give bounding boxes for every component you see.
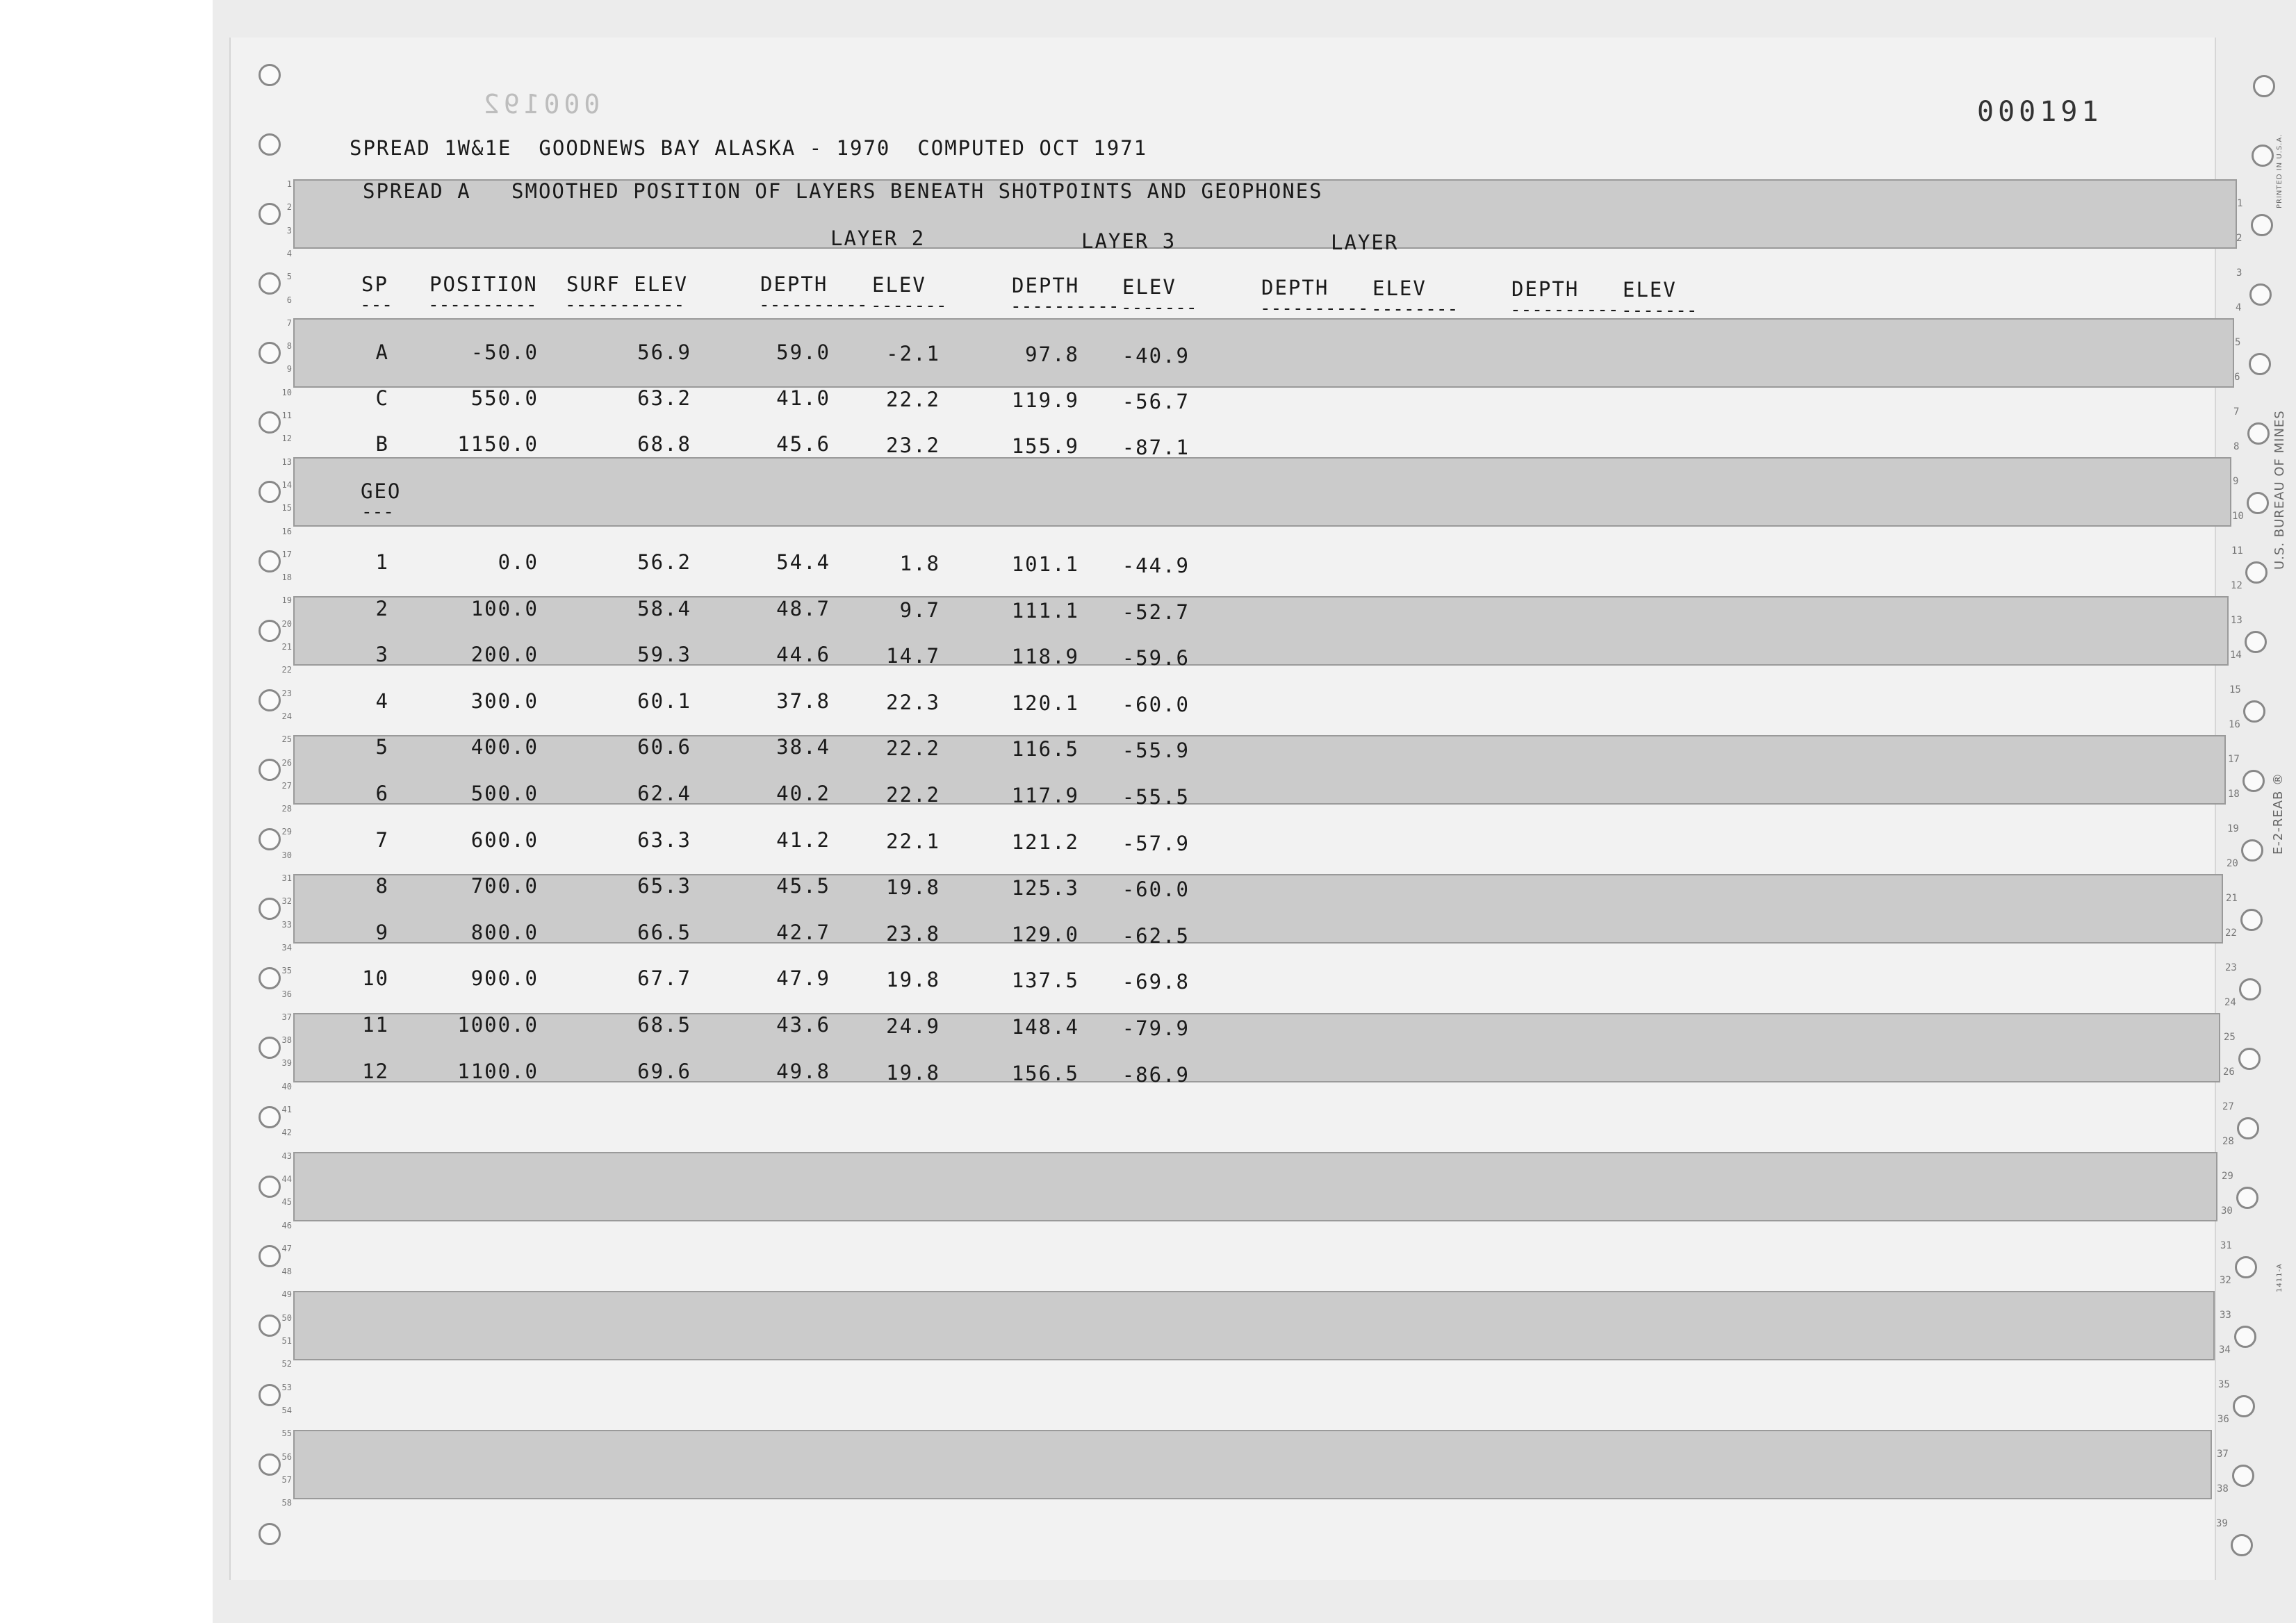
line-number: 53 (281, 1382, 292, 1392)
line-number: 14 (281, 479, 292, 490)
geo-underline: --- (361, 502, 394, 522)
line-number: 29 (2222, 1171, 2233, 1182)
line-number: 5 (286, 272, 292, 282)
line-number: 17 (281, 549, 292, 559)
cell-e2: 9.7 (899, 598, 940, 622)
line-number: 6 (2234, 372, 2240, 383)
cell-e3: -55.9 (1122, 739, 1190, 763)
line-number: 17 (2228, 754, 2240, 765)
line-number: 37 (281, 1012, 292, 1022)
cell-pos: 600.0 (470, 827, 539, 852)
cell-e2: 22.2 (886, 388, 940, 411)
line-number: 28 (281, 804, 292, 814)
cell-sp: 7 (375, 827, 389, 852)
line-number: 1 (286, 179, 292, 189)
cell-e3: -59.6 (1122, 646, 1190, 670)
cell-d3: 120.1 (1011, 691, 1079, 715)
cell-surf: 68.8 (637, 432, 691, 456)
cell-d3: 125.3 (1011, 876, 1079, 900)
line-number: 36 (281, 989, 292, 999)
cell-d2: 37.8 (776, 689, 830, 713)
bureau-of-mines-side-label: U.S. BUREAU OF MINES (2272, 410, 2287, 570)
cell-e2: 22.2 (886, 736, 940, 761)
cell-e2: 22.2 (886, 783, 940, 807)
feed-hole (2247, 492, 2269, 514)
line-number: 32 (2220, 1275, 2231, 1286)
cell-e2: 14.7 (886, 644, 940, 668)
cell-sp: B (375, 432, 389, 456)
line-number: 35 (281, 966, 292, 976)
line-number: 9 (286, 364, 292, 374)
cell-d3: 129.0 (1011, 922, 1079, 946)
cell-e2: 19.8 (886, 875, 940, 900)
form-code-side-label: 1411-A (2276, 1263, 2283, 1292)
line-number: 3 (2236, 267, 2242, 279)
line-number: 21 (281, 642, 292, 652)
line-number: 4 (286, 248, 292, 258)
line-number: 24 (2224, 997, 2236, 1008)
line-number: 6 (286, 295, 292, 305)
col-surf-elev-underline: ----------- (565, 295, 685, 315)
cell-pos: 700.0 (470, 874, 539, 898)
feed-hole (2233, 1395, 2255, 1417)
feed-hole (2249, 283, 2272, 306)
cell-e3: -79.9 (1122, 1016, 1190, 1040)
line-number: 34 (281, 942, 292, 953)
cell-e3: -60.0 (1122, 878, 1190, 902)
cell-surf: 60.6 (637, 735, 691, 759)
bleed-through-number: 000192 (479, 89, 600, 120)
line-number: 38 (281, 1035, 292, 1046)
feed-hole (2241, 839, 2263, 862)
line-number: 11 (281, 411, 292, 420)
geo-section-label: GEO (361, 479, 402, 503)
greenbar-band (293, 1152, 2217, 1221)
line-number: 22 (281, 665, 292, 675)
cell-pos: 1000.0 (457, 1013, 539, 1037)
cell-surf: 63.3 (637, 827, 691, 852)
cell-surf: 67.7 (637, 966, 691, 991)
cell-d2: 54.4 (776, 550, 830, 574)
line-number: 54 (281, 1405, 292, 1415)
cell-surf: 60.1 (637, 689, 691, 713)
cell-sp: 5 (375, 735, 389, 759)
line-number: 43 (281, 1151, 292, 1161)
col-layer2-depth-header: DEPTH (760, 272, 828, 296)
feed-hole (2253, 75, 2275, 97)
line-number: 8 (286, 341, 292, 352)
line-number: 33 (2220, 1310, 2231, 1321)
line-number: 18 (2228, 789, 2240, 800)
printed-in-usa-side-label: PRINTED IN U.S.A. (2276, 133, 2283, 208)
feed-hole (259, 133, 281, 156)
cell-d3: 119.9 (1011, 388, 1079, 412)
cell-surf: 69.6 (637, 1059, 691, 1083)
line-number: 40 (281, 1081, 292, 1091)
col-layer5-depth-underline: ---------- (1510, 299, 1619, 320)
col-layer3-depth-underline: ---------- (1010, 296, 1120, 317)
feed-hole (2245, 561, 2268, 584)
cell-sp: 10 (362, 966, 389, 991)
line-number: 9 (2233, 476, 2239, 487)
line-number: 7 (2233, 406, 2240, 418)
line-number: 15 (2229, 684, 2241, 695)
cell-e3: -86.9 (1122, 1062, 1190, 1087)
line-number: 37 (2217, 1449, 2229, 1460)
cell-sp: 2 (375, 596, 389, 620)
cell-surf: 56.9 (637, 340, 691, 364)
feed-hole (2231, 1534, 2253, 1556)
cell-e3: -62.5 (1122, 923, 1190, 948)
line-number: 31 (281, 873, 292, 883)
line-number: 4 (2236, 302, 2242, 313)
line-number: 20 (2227, 858, 2238, 869)
line-number: 5 (2235, 337, 2241, 348)
cell-e3: -52.7 (1122, 600, 1190, 624)
col-layer4-depth-underline: ---------- (1260, 298, 1369, 319)
line-number: 26 (281, 757, 292, 768)
feed-hole (259, 64, 281, 86)
cell-sp: 8 (375, 874, 389, 898)
line-number: 25 (2224, 1032, 2236, 1043)
line-number: 36 (2217, 1414, 2229, 1425)
cell-pos: 300.0 (470, 689, 539, 713)
col-layer4-elev-underline: -------- (1371, 299, 1459, 320)
cell-sp: C (375, 386, 389, 410)
cell-pos: 500.0 (470, 782, 539, 805)
line-number: 31 (2220, 1240, 2232, 1251)
cell-pos: 550.0 (470, 386, 539, 410)
col-position-underline: ---------- (428, 295, 537, 315)
col-layer4-depth-header: DEPTH (1261, 276, 1329, 299)
line-number: 2 (2236, 233, 2242, 244)
line-number: 19 (2227, 823, 2239, 834)
line-number: 58 (281, 1498, 292, 1508)
line-number: 41 (281, 1105, 292, 1114)
cell-e3: -69.8 (1122, 970, 1190, 994)
col-layer2-depth-underline: ---------- (759, 295, 868, 315)
line-number: 32 (281, 896, 292, 907)
line-number: 57 (281, 1474, 292, 1485)
col-layer5-elev-underline: ------- (1621, 300, 1698, 321)
line-number: 28 (2222, 1136, 2234, 1147)
cell-e3: -57.9 (1122, 831, 1190, 855)
report-subtitle: SPREAD A SMOOTHED POSITION OF LAYERS BENEATH SHOTPOINTS AND GEOPHONES (363, 179, 1323, 203)
line-number: 3 (286, 225, 292, 236)
col-layer2-elev-underline: ------- (871, 295, 947, 316)
cell-d2: 45.6 (776, 432, 830, 456)
line-number: 21 (2226, 893, 2238, 904)
layer-4-group-label: LAYER (1331, 231, 1399, 254)
cell-d2: 43.6 (776, 1013, 830, 1037)
cell-sp: 3 (375, 643, 389, 667)
line-number: 49 (281, 1290, 292, 1300)
cell-surf: 59.3 (637, 643, 691, 667)
cell-e2: 24.9 (886, 1014, 940, 1038)
cell-d3: 148.4 (1011, 1015, 1079, 1039)
feed-hole (2237, 1117, 2259, 1139)
line-number: 45 (281, 1197, 292, 1208)
cell-d2: 47.9 (776, 966, 830, 991)
line-number: 55 (281, 1428, 292, 1439)
cell-sp: 1 (375, 550, 389, 574)
cell-e2: 1.8 (899, 552, 940, 575)
line-number: 35 (2218, 1379, 2230, 1390)
line-number: 33 (281, 919, 292, 930)
feed-hole (2247, 422, 2270, 445)
col-position-header: POSITION (429, 272, 538, 296)
line-number: 51 (281, 1336, 292, 1346)
line-number: 15 (281, 503, 292, 513)
feed-hole (2234, 1326, 2256, 1348)
cell-e2: 23.8 (886, 921, 940, 946)
line-number: 13 (2231, 615, 2242, 626)
feed-hole (2252, 145, 2274, 167)
line-number: 42 (281, 1128, 292, 1138)
greenbar-band (293, 1291, 2215, 1360)
line-number: 7 (286, 318, 292, 328)
cell-pos: 0.0 (498, 550, 539, 574)
line-number: 12 (281, 434, 292, 444)
cell-d2: 45.5 (776, 874, 830, 898)
cell-e2: 23.2 (886, 434, 940, 457)
cell-d3: 156.5 (1011, 1061, 1079, 1085)
feed-hole (2232, 1465, 2254, 1487)
line-number: 24 (281, 711, 292, 721)
feed-hole (2240, 909, 2263, 931)
line-number: 50 (281, 1312, 292, 1323)
cell-e2: 19.8 (886, 1060, 940, 1085)
cell-d3: 101.1 (1011, 552, 1079, 576)
line-number: 34 (2219, 1344, 2231, 1356)
line-number: 29 (281, 827, 292, 837)
line-number: 39 (2216, 1518, 2228, 1529)
feed-hole (2239, 978, 2261, 1000)
cell-surf: 62.4 (637, 782, 691, 805)
col-layer4-elev-header: ELEV (1372, 277, 1427, 300)
cell-sp: 6 (375, 782, 389, 805)
line-number: 30 (2221, 1205, 2233, 1217)
cell-d3: 117.9 (1011, 784, 1079, 807)
line-number: 10 (281, 387, 292, 397)
col-layer3-elev-header: ELEV (1122, 275, 1176, 299)
form-number-side-label: E-2-REAB ® (2271, 772, 2286, 855)
line-number: 12 (2231, 580, 2242, 591)
feed-hole (2235, 1256, 2257, 1278)
line-number: 23 (281, 688, 292, 698)
line-number: 46 (281, 1220, 292, 1230)
report-title: SPREAD 1W&1E GOODNEWS BAY ALASKA - 1970 COMPUTED OCT 1971 (350, 136, 1148, 160)
line-number: 44 (281, 1173, 292, 1184)
cell-pos: 800.0 (470, 920, 539, 944)
line-number: 13 (281, 456, 292, 467)
cell-d3: 155.9 (1011, 434, 1079, 458)
cell-surf: 58.4 (637, 596, 691, 620)
cell-d2: 44.6 (776, 643, 830, 667)
line-number: 30 (281, 850, 292, 860)
cell-e3: -87.1 (1122, 436, 1190, 459)
col-sp-header: SP (361, 272, 388, 296)
line-number: 25 (281, 734, 292, 745)
line-number: 39 (281, 1058, 292, 1069)
line-number: 26 (2223, 1066, 2235, 1078)
cell-d3: 116.5 (1011, 737, 1079, 761)
cell-surf: 63.2 (637, 386, 691, 410)
feed-hole (2236, 1187, 2258, 1209)
feed-hole (2238, 1048, 2261, 1070)
cell-pos: 1100.0 (457, 1059, 539, 1083)
line-number: 47 (281, 1243, 292, 1253)
cell-d2: 42.7 (776, 920, 830, 944)
cell-e3: -56.7 (1122, 390, 1190, 413)
col-layer3-depth-header: DEPTH (1012, 274, 1080, 297)
cell-surf: 68.5 (637, 1013, 691, 1037)
feed-hole (2245, 631, 2267, 653)
cell-pos: 400.0 (470, 735, 539, 759)
line-number: 16 (281, 526, 292, 536)
col-layer2-elev-header: ELEV (872, 273, 926, 297)
cell-sp: 12 (362, 1059, 389, 1083)
cell-d3: 137.5 (1011, 969, 1079, 993)
line-number: 8 (2233, 441, 2240, 452)
cell-pos: 100.0 (470, 596, 539, 620)
cell-surf: 65.3 (637, 874, 691, 898)
line-number: 11 (2231, 545, 2243, 557)
cell-e3: -40.9 (1122, 344, 1190, 368)
greenbar-band (293, 1430, 2212, 1499)
cell-d3: 118.9 (1011, 645, 1079, 669)
line-number: 22 (2225, 928, 2237, 939)
col-layer5-depth-header: DEPTH (1511, 277, 1580, 301)
layer-3-group-label: LAYER 3 (1081, 229, 1176, 253)
line-number: 14 (2230, 650, 2242, 661)
cell-e2: 19.8 (886, 968, 940, 992)
cell-d2: 40.2 (776, 782, 830, 805)
line-number: 48 (281, 1267, 292, 1277)
line-number: 10 (2232, 511, 2244, 522)
cell-e2: 22.1 (886, 829, 940, 853)
col-layer5-elev-header: ELEV (1623, 278, 1677, 302)
cell-sp: 9 (375, 920, 389, 944)
cell-d3: 97.8 (1025, 343, 1079, 366)
layer-2-group-label: LAYER 2 (830, 226, 926, 250)
cell-e3: -60.0 (1122, 692, 1190, 716)
line-number: 52 (281, 1359, 292, 1369)
col-surf-elev-header: SURF ELEV (566, 272, 689, 296)
cell-e3: -44.9 (1122, 554, 1190, 577)
cell-pos: 900.0 (470, 966, 539, 991)
cell-e2: -2.1 (886, 342, 940, 365)
line-number: 23 (2225, 962, 2237, 973)
line-number: 18 (281, 572, 292, 583)
cell-sp: 11 (362, 1013, 389, 1037)
cell-d2: 38.4 (776, 735, 830, 759)
line-number: 19 (281, 595, 292, 606)
feed-hole (2242, 770, 2265, 792)
cell-sp: A (375, 340, 389, 364)
line-number: 56 (281, 1451, 292, 1462)
cell-sp: 4 (375, 689, 389, 713)
feed-hole (259, 1523, 281, 1545)
line-number: 38 (2217, 1483, 2229, 1494)
cell-e3: -55.5 (1122, 785, 1190, 809)
feed-hole (2251, 214, 2273, 236)
cell-surf: 66.5 (637, 920, 691, 944)
cell-surf: 56.2 (637, 550, 691, 574)
cell-d2: 48.7 (776, 596, 830, 620)
feed-hole (2249, 353, 2271, 375)
line-number: 1 (2237, 198, 2243, 209)
line-number: 27 (2222, 1101, 2234, 1112)
cell-pos: 1150.0 (457, 432, 539, 456)
col-layer3-elev-underline: ------- (1121, 297, 1197, 318)
feed-hole (2243, 700, 2265, 723)
cell-d2: 41.0 (776, 386, 830, 410)
line-number: 16 (2229, 719, 2240, 730)
cell-d2: 59.0 (776, 340, 830, 364)
document-number: 000191 (1977, 96, 2103, 128)
cell-pos: 200.0 (470, 643, 539, 667)
line-number: 2 (286, 202, 292, 213)
cell-pos: -50.0 (470, 340, 539, 364)
line-number: 20 (281, 618, 292, 629)
cell-d3: 121.2 (1011, 830, 1079, 854)
cell-d2: 41.2 (776, 827, 830, 852)
greenbar-band (293, 457, 2231, 527)
cell-d3: 111.1 (1011, 598, 1079, 623)
cell-d2: 49.8 (776, 1059, 830, 1083)
col-sp-underline: --- (360, 295, 393, 315)
cell-e2: 22.3 (886, 690, 940, 714)
line-number: 27 (281, 780, 292, 791)
